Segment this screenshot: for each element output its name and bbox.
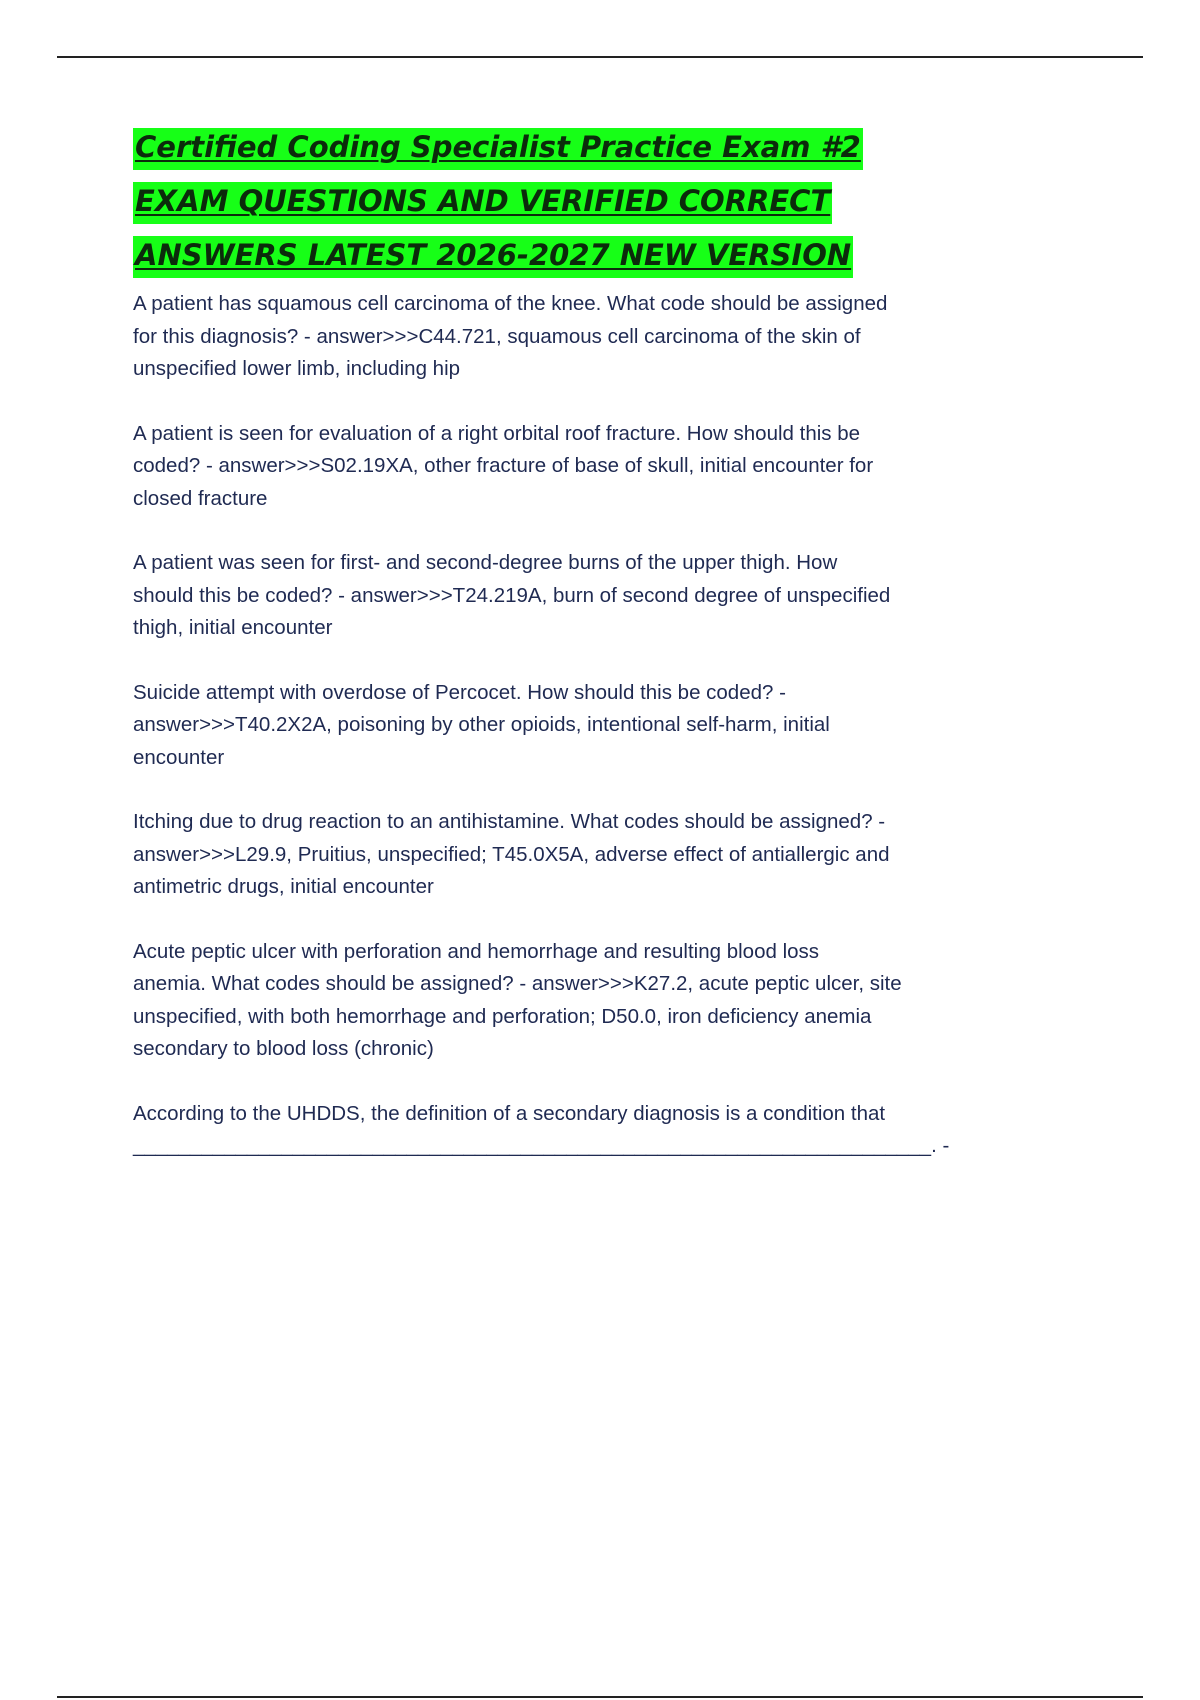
qa-entry: Acute peptic ulcer with perforation and hemorrhage and resulting blood loss anemia. What codes should be assigned? - answer>>>K27.2, acute peptic ulcer, site unspecified, with both hemorrhage and perforation; D50.0, iron deficiency anemia secondary to blood loss (chronic) <box>133 939 902 1060</box>
document-title <box>133 120 963 282</box>
qa-entry: Itching due to drug reaction to an antihistamine. What codes should be assigned? - answer>>>L29.9, Pruitius, unspecified; T45.0X5A, adverse effect of antiallergic and antimetric drugs, initial encounter <box>133 810 890 898</box>
title-line: EXAM QUESTIONS AND VERIFIED CORRECT <box>133 182 832 224</box>
document-body <box>133 120 963 1163</box>
title-line: ANSWERS LATEST 2026-2027 NEW VERSION <box>133 236 853 278</box>
qa-entry: Suicide attempt with overdose of Percocet. How should this be coded? - answer>>>T40.2X2A, poisoning by other opioids, intentional self-harm, initial encounter <box>133 680 830 769</box>
qa-entry: A patient is seen for evaluation of a right orbital roof fracture. How should this be coded? - answer>>>S02.19XA, other fracture of base of skull, initial encounter for closed fracture <box>133 421 874 510</box>
bottom-rule <box>57 1696 1143 1698</box>
title-line: Certified Coding Specialist Practice Exam #2 <box>133 128 863 170</box>
qa-entry: A patient was seen for first- and second-degree burns of the upper thigh. How should this be coded? - answer>>>T24.219A, burn of second degree of unspecified thigh, initial encounter <box>133 551 891 639</box>
qa-entry: A patient has squamous cell carcinoma of the knee. What code should be assigned for this diagnosis? - answer>>>C44.721, squamous cell carcinoma of the skin of unspecified lower limb, including hip <box>133 292 888 380</box>
top-rule <box>57 56 1143 58</box>
qa-entry: According to the UHDDS, the definition of a secondary diagnosis is a condition that ______________________________________________________________________. - <box>133 1101 950 1157</box>
